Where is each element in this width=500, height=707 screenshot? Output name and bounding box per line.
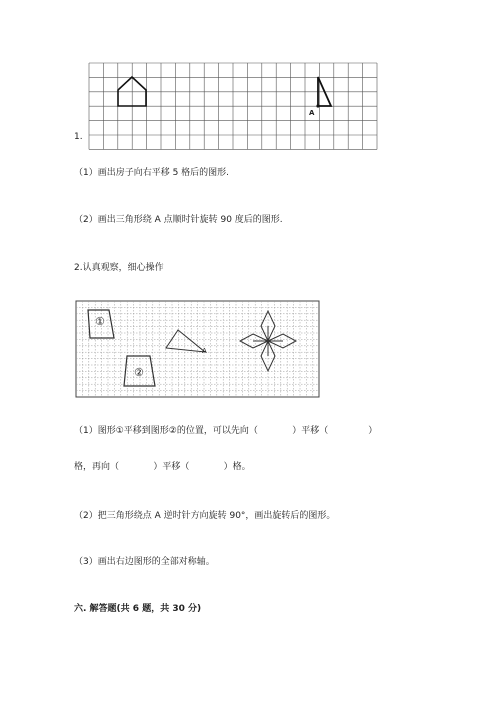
point-a-marker [316, 104, 319, 107]
symmetric-flower-figure [240, 311, 296, 371]
triangle-point-a-label: A [202, 347, 207, 355]
question-2-1-line2: 格，再向（ ）平移（ ）格。 [74, 462, 251, 472]
section-6-heading: 六. 解答题(共 6 题，共 30 分) [74, 604, 202, 614]
problem2-dotted-grid [76, 301, 319, 397]
shape-1-label: ① [95, 315, 105, 328]
problem2-grid-border [76, 301, 319, 397]
rotation-triangle [166, 330, 205, 352]
question-2-2: （2）把三角形绕点 A 逆时针方向旋转 90°，画出旋转后的图形。 [74, 511, 336, 521]
question-2-1-line1: （1）图形①平移到图形②的位置，可以先向（ ）平移（ ） [74, 426, 378, 436]
question-1-1: （1）画出房子向右平移 5 格后的图形. [74, 168, 230, 178]
problem-number: 1. [74, 132, 83, 142]
point-a-label: A [309, 109, 315, 117]
question-2-3: （3）画出右边图形的全部对称轴。 [74, 557, 215, 567]
problem1-grid [89, 63, 377, 149]
triangle-shape [318, 77, 331, 106]
house-shape [118, 77, 146, 106]
problem2-title: 2.认真观察，细心操作 [74, 263, 164, 273]
question-1-2: （2）画出三角形绕 A 点顺时针旋转 90 度后的图形. [74, 215, 283, 225]
shape-2-label: ② [134, 366, 144, 379]
